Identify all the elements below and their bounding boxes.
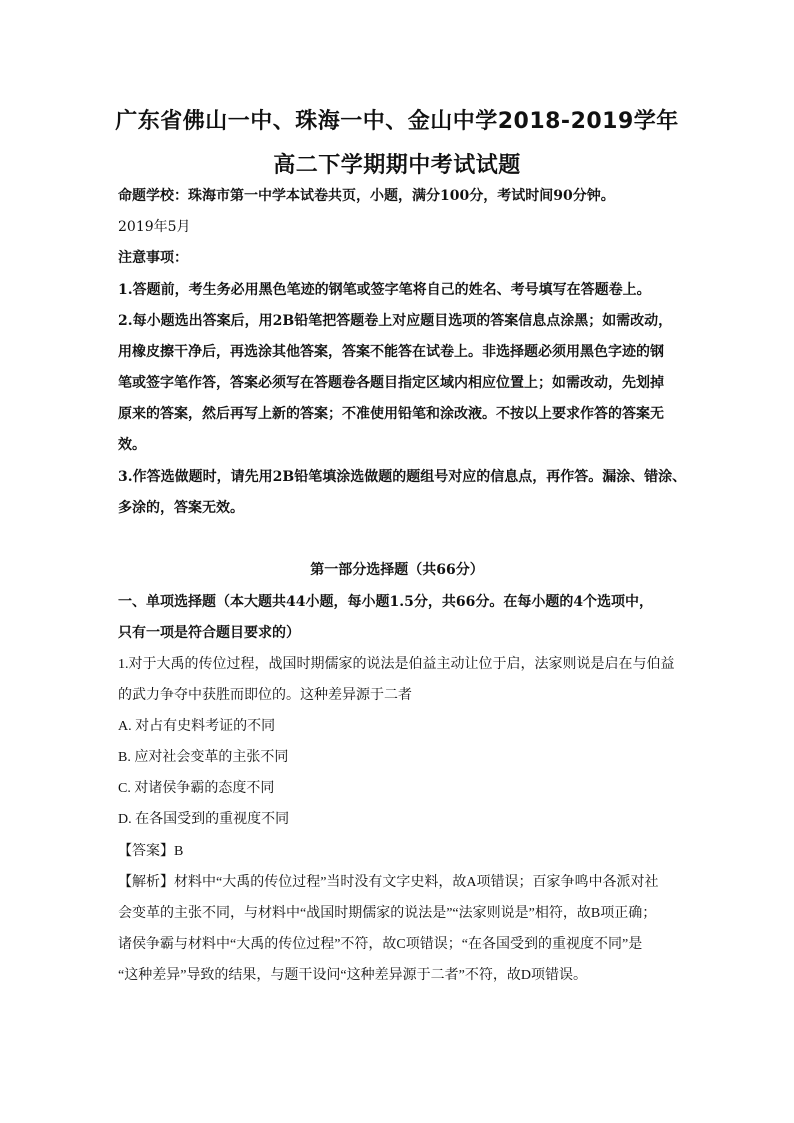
option-c: C. 对诸侯争霸的态度不同 [118,781,275,796]
note-line: 效。 [118,437,146,453]
question-stem: 的武力争夺中获胜而即位的。这种差异源于二者 [118,688,412,703]
notes-heading: 注意事项： [118,250,188,266]
note-line: 用橡皮擦干净后，再选涂其他答案，答案不能答在试卷上。非选择题必须用黑色字迹的钢 [118,344,664,360]
analysis-line: 会变革的主张不同，与材料中“战国时期儒家的说法是”“法家则说是”相符，故B项正确； [118,906,657,921]
section-instruction: 一、单项选择题（本大题共44小题，每小题1.5分，共66分。在每小题的4个选项中， [118,594,654,610]
note-line: 原来的答案，然后再写上新的答案；不准使用铅笔和涂改液。不按以上要求作答的答案无 [118,406,664,422]
exam-meta-school: 命题学校：珠海市第一中学本试卷共页，小题，满分100分，考试时间90分钟。 [118,188,615,204]
analysis-line: 【解析】材料中“大禹的传位过程”当时没有文字史料，故A项错误；百家争鸣中各派对社 [118,875,659,890]
option-b: B. 应对社会变革的主张不同 [118,750,289,765]
option-a: A. 对占有史料考证的不同 [118,719,276,734]
page-subtitle: 高二下学期期中考试试题 [273,153,521,178]
note-line: 2.每小题选出答案后，用2B铅笔把答题卷上对应题目选项的答案信息点涂黑；如需改动， [118,313,673,329]
note-line: 1.答题前，考生务必用黑色笔迹的钢笔或签字笔将自己的姓名、考号填写在答题卷上。 [118,282,651,298]
note-line: 3.作答选做题时，请先用2B铅笔填涂选做题的题组号对应的信息点，再作答。漏涂、错涂、 [118,469,687,485]
note-line: 多涂的，答案无效。 [118,500,244,516]
section-instruction: 只有一项是符合题目要求的） [118,625,300,641]
note-line: 笔或签字笔作答，答案必须写在答题卷各题目指定区域内相应位置上；如需改动，先划掉 [118,375,664,391]
question-stem: 1.对于大禹的传位过程，战国时期儒家的说法是伯益主动让位于启，法家则说是启在与伯益 [118,657,675,672]
analysis-line: “这种差异”导致的结果，与题干设问“这种差异源于二者”不符，故D项错误。 [118,968,587,983]
answer: 【答案】B [118,844,184,859]
page-title: 广东省佛山一中、珠海一中、金山中学2018-2019学年 [115,109,679,134]
analysis-line: 诸侯争霸与材料中“大禹的传位过程”不符，故C项错误；“在各国受到的重视度不同”是 [118,937,643,952]
option-d: D. 在各国受到的重视度不同 [118,812,290,827]
exam-date: 2019年5月 [118,219,191,235]
section-title: 第一部分选择题（共66分） [310,562,484,578]
